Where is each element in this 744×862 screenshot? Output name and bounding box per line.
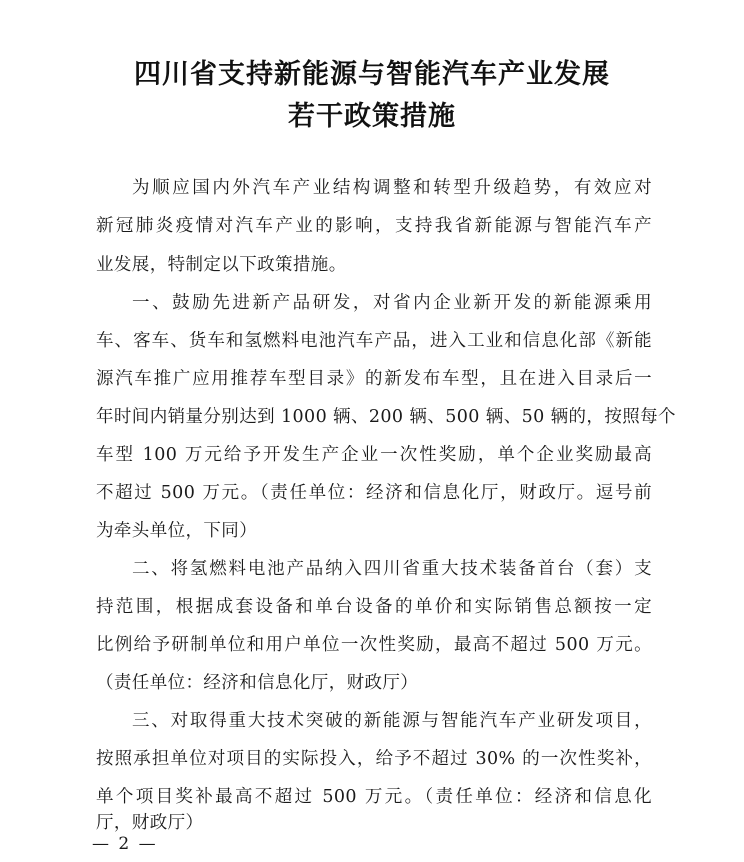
paragraph-line: 单个项目奖补最高不超过 500 万元。（责任单位：经济和信息化 bbox=[96, 787, 652, 807]
document-title-line-2: 若干政策措施 bbox=[288, 101, 456, 132]
paragraph-line: 为牵头单位，下同） bbox=[96, 521, 258, 541]
paragraph-line: 二、将氢燃料电池产品纳入四川省重大技术装备首台（套）支 bbox=[132, 559, 652, 579]
paragraph-line: 比例给予研制单位和用户单位一次性奖励，最高不超过 500 万元。 bbox=[96, 635, 652, 655]
paragraph-line: 不超过 500 万元。（责任单位：经济和信息化厅，财政厅。逗号前 bbox=[96, 483, 652, 503]
document-title-line-1: 四川省支持新能源与智能汽车产业发展 bbox=[134, 59, 610, 90]
paragraph-line: 车、客车、货车和氢燃料电池汽车产品，进入工业和信息化部《新能 bbox=[96, 331, 652, 351]
paragraph-line: （责任单位：经济和信息化厅，财政厅） bbox=[96, 673, 419, 693]
paragraph-line: 厅，财政厅） bbox=[96, 813, 204, 833]
paragraph-line: 新冠肺炎疫情对汽车产业的影响，支持我省新能源与智能汽车产 bbox=[96, 216, 652, 236]
paragraph-line: 为顺应国内外汽车产业结构调整和转型升级趋势，有效应对 bbox=[132, 178, 652, 198]
paragraph-line: 三、对取得重大技术突破的新能源与智能汽车产业研发项目， bbox=[132, 711, 652, 731]
paragraph-line: 年时间内销量分别达到 1000 辆、200 辆、500 辆、50 辆的，按照每个 bbox=[96, 407, 676, 427]
paragraph-line: 按照承担单位对项目的实际投入，给予不超过 30% 的一次性奖补， bbox=[96, 749, 652, 769]
paragraph-line: 业发展，特制定以下政策措施。 bbox=[96, 255, 347, 275]
paragraph-line: 一、鼓励先进新产品研发，对省内企业新开发的新能源乘用 bbox=[132, 293, 652, 313]
page-number: — 2 — bbox=[92, 834, 158, 854]
paragraph-line: 源汽车推广应用推荐车型目录》的新发布车型，且在进入目录后一 bbox=[96, 369, 652, 389]
paragraph-line: 持范围，根据成套设备和单台设备的单价和实际销售总额按一定 bbox=[96, 597, 652, 617]
paragraph-line: 车型 100 万元给予开发生产企业一次性奖励，单个企业奖励最高 bbox=[96, 445, 652, 465]
